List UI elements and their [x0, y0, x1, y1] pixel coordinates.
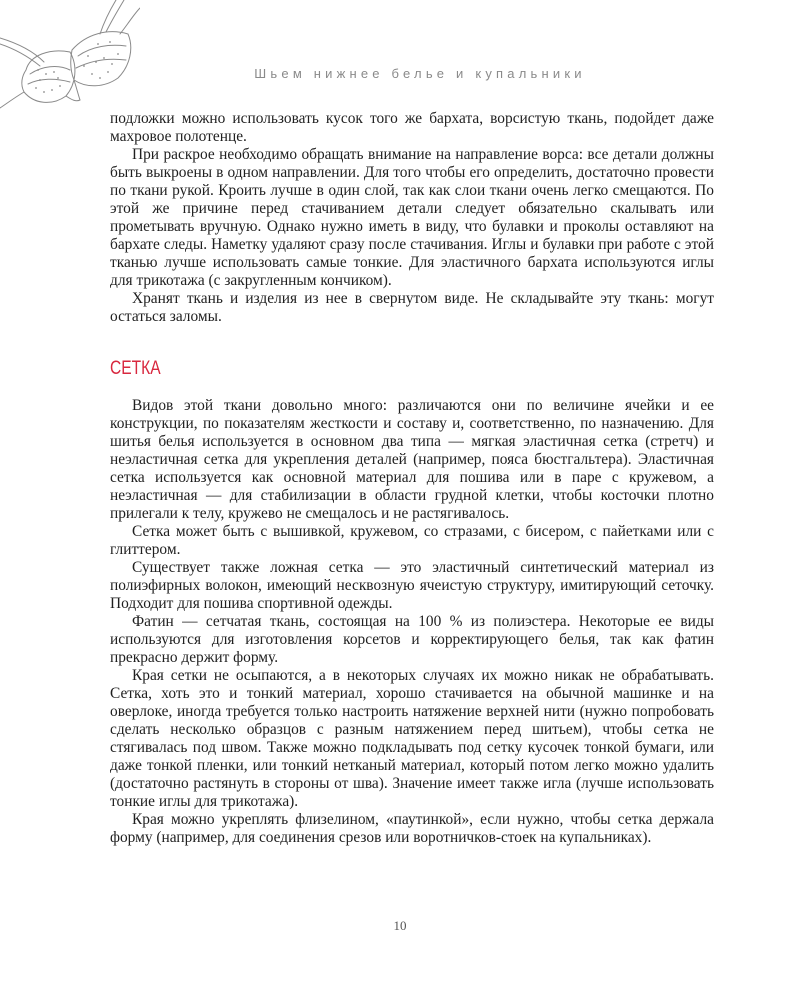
paragraph: Сетка может быть с вышивкой, кружевом, со стразами, с бисером, с пайетками или с глиттером.	[110, 523, 714, 558]
paragraph: Края сетки не осыпаются, а в некоторых случаях их можно никак не обрабатывать. Сетка, хоть это и тонкий материал, хорошо стачивается на обычной машинке и на оверлоке, иногда требуется только настроить натяжение верхней нити (нужно попробовать сделать несколько образцов с разным натяжением перед шитьем), чтобы сетка не стягивалась под швом. Также можно подкладывать под сетку кусочек тонкой бумаги, или даже тонкой пленки, или тонкий нетканый материал, который потом легко можно удалить (достаточно растянуть в стороны от шва). Значение имеет также игла (лучше использовать тонкие иглы для трикотажа).	[110, 667, 714, 810]
paragraph: При раскрое необходимо обращать внимание на направление ворса: все детали должны быть выкроены в одном направлении. Для того чтобы его определить, достаточно провести по ткани рукой. Кроить лучше в один слой, так как слои ткани очень легко смещаются. По этой же причине перед стачиванием детали следует обязательно скалывать или прометывать вручную. Однако нужно иметь в виду, что булавки и проколы оставляют на бархате следы. Наметку удаляют сразу после стачивания. Иглы и булавки при работе с этой тканью лучше использовать самые тонкие. Для эластичного бархата используются иглы для трикотажа (с закругленным кончиком).	[110, 146, 714, 289]
section-title: СЕТКА	[110, 358, 161, 379]
running-header: Шьем нижнее белье и купальники	[254, 66, 586, 81]
page-number: 10	[393, 918, 407, 933]
page-content	[110, 110, 714, 847]
paragraph: Фатин — сетчатая ткань, состоящая на 100 % из полиэстера. Некоторые ее виды используются для изготовления корсетов и корректирующего белья, так как фатин прекрасно держит форму.	[110, 613, 714, 666]
paragraph: Края можно укреплять флизелином, «паутинкой», если нужно, чтобы сетка держала форму (например, для соединения срезов или воротничков-стоек на купальниках).	[110, 811, 714, 846]
paragraph: Видов этой ткани довольно много: различаются они по величине ячейки и ее конструкции, по показателям жесткости и составу и, соответственно, по назначению. Для шитья белья используется в основном два типа — мягкая эластичная сетка (стретч) и неэластичная сетка для укрепления деталей (например, пояса бюстгальтера). Эластичная сетка используется как основной материал для пошива или в паре с кружевом, а неэластичная — для стабилизации в области грудной клетки, чтобы косточки плотно прилегали к телу, кружево не смещалось и не растягивалось.	[110, 397, 714, 522]
bra-sketch-icon	[0, 0, 140, 120]
paragraph: подложки можно использовать кусок того же бархата, ворсистую ткань, подойдет даже махровое полотенце.	[110, 110, 714, 145]
paragraph: Хранят ткань и изделия из нее в свернутом виде. Не складывайте эту ткань: могут остаться заломы.	[110, 290, 714, 325]
paragraph: Существует также ложная сетка — это эластичный синтетический материал из полиэфирных волокон, имеющий несквозную ячеистую структуру, имитирующий сеточку. Подходит для пошива спортивной одежды.	[110, 559, 714, 612]
